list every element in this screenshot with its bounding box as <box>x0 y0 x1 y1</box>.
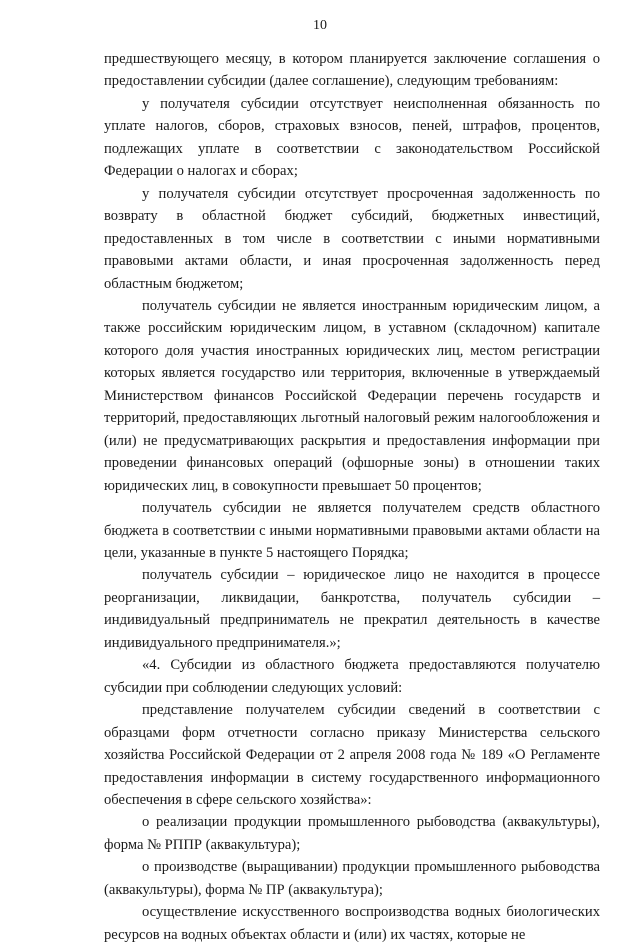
paragraph: получатель субсидии не является иностранным юридическим лицом, а также российским юридическим лицом, в уставном (складочном) капитале которого доля участия иностранных юридических лиц, местом регистрации которых является государство или территория, включенные в утверждаемый Министерством финансов Российской Федерации перечень государств и территорий, предоставляющих льготный налоговый режим налогообложения и (или) не предусматривающих раскрытия и предоставления информации при проведении финансовых операций (офшорные зоны) в отношении таких юридических лиц, в совокупности превышает 50 процентов; <box>104 297 600 494</box>
document-body <box>104 48 600 946</box>
paragraph: осуществление искусственного воспроизводства водных биологических ресурсов на водных объектах области и (или) их частях, которые не <box>104 904 600 943</box>
paragraph: о реализации продукции промышленного рыбоводства (аквакультуры), форма № РППР (аквакультура); <box>104 814 600 853</box>
paragraph: у получателя субсидии отсутствует неисполненная обязанность по уплате налогов, сборов, страховых взносов, пеней, штрафов, процентов, подлежащих уплате в соответствии с законодательством Российской Федерации о налогах и сборах; <box>104 95 600 180</box>
paragraph: предшествующего месяцу, в котором планируется заключение соглашения о предоставлении субсидии (далее соглашение), следующим требованиям: <box>104 51 600 90</box>
paragraph: представление получателем субсидии сведений в соответствии с образцами форм отчетности согласно приказу Министерства сельского хозяйства Российской Федерации от 2 апреля 2008 года № 189 «О Регламенте предоставления информации в систему государственного информационного обеспечения в сфере сельского хозяйства»: <box>104 702 600 808</box>
paragraph: у получателя субсидии отсутствует просроченная задолженность по возврату в областной бюджет субсидий, бюджетных инвестиций, предоставленных в том числе в соответствии с иными нормативными правовыми актами области, и иная просроченная задолженность перед областным бюджетом; <box>104 185 600 292</box>
page-number: 10 <box>313 18 327 33</box>
paragraph: получатель субсидии – юридическое лицо не находится в процессе реорганизации, ликвидации, банкротства, получатель субсидии – индивидуальный предприниматель не прекратил деятельность в качестве индивидуального предпринимателя.»; <box>104 567 600 651</box>
paragraph: «4. Субсидии из областного бюджета предоставляются получателю субсидии при соблюдении следующих условий: <box>104 657 600 696</box>
paragraph: получатель субсидии не является получателем средств областного бюджета в соответствии с иными нормативными правовыми актами области на цели, указанные в пункте 5 настоящего Порядка; <box>104 500 600 561</box>
paragraph: о производстве (выращивании) продукции промышленного рыбоводства (аквакультуры), форма № ПР (аквакультура); <box>104 859 600 898</box>
